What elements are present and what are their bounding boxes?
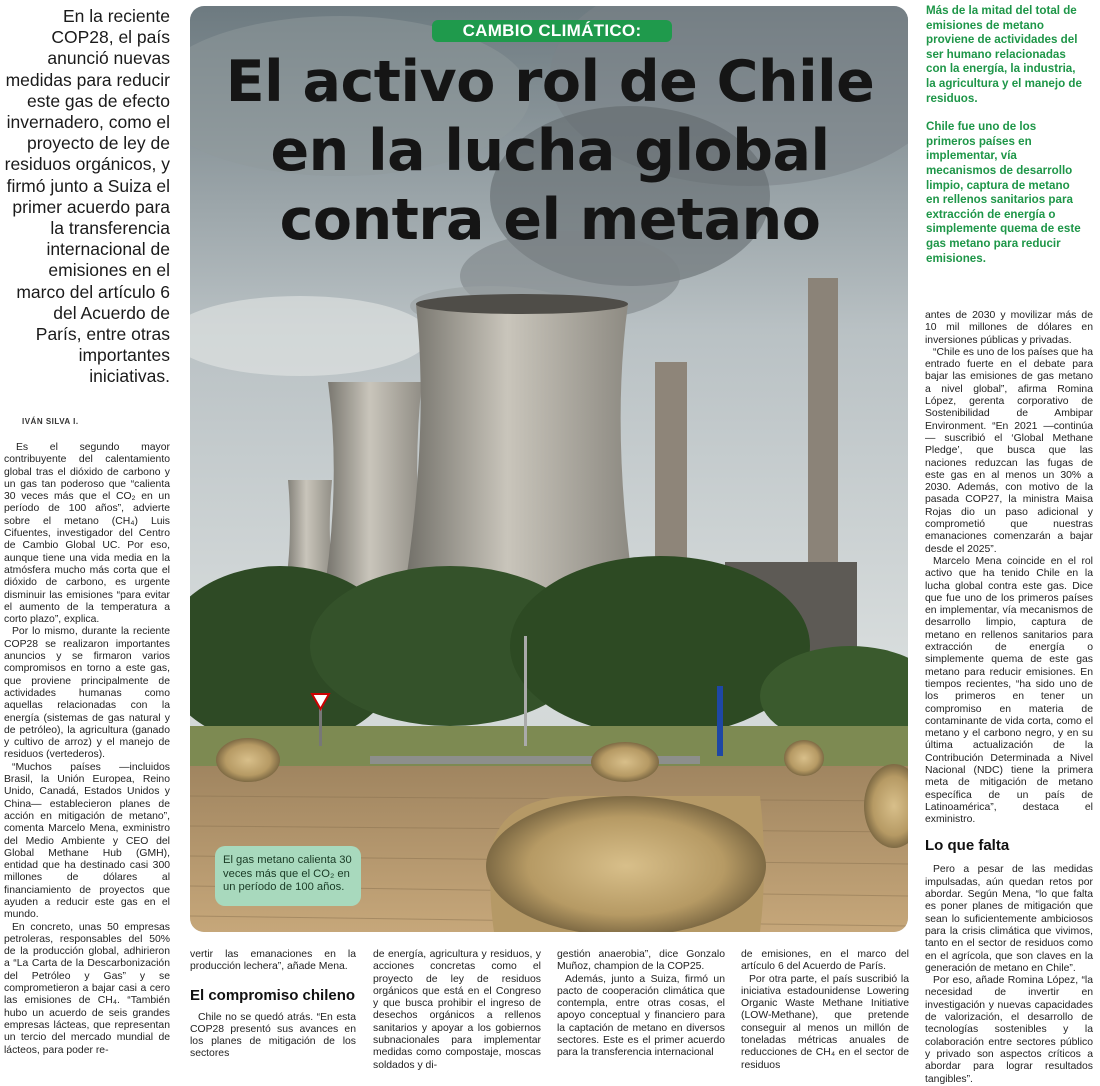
paragraph: vertir las emanaciones en la producción lechera”, añade Mena. [190, 949, 356, 973]
paragraph: Por eso, añade Romina López, “la necesidad de invertir en investigación y nuevas capacidades de valorización, el desarrollo de tecnologías sostenibles y la colaboración entre sectores público y privado son aspectos críticos a abordar para lograr resultados tangibles”. [925, 975, 1093, 1085]
highlight-1: Más de la mitad del total de emisiones de metano proviene de actividades del ser humano relacionadas con la energía, la industria, la agricultura y el manejo de residuos. [926, 4, 1082, 105]
paragraph: Pero a pesar de las medidas impulsadas, aún quedan retos por abordar. Según Mena, “lo que falta es poner planes de mitigación que sean lo suficientemente ambiciosos para la crisis climática que vivimos, tanto en el sector de residuos como en el agrícola, que son claves en la generación de metano en Chile”. [925, 864, 1093, 974]
body-column-4 [557, 949, 725, 1060]
body-column-6 [925, 310, 1093, 1086]
paragraph: gestión anaerobia”, dice Gonzalo Muñoz, champion de la COP25. [557, 949, 725, 973]
paragraph: Marcelo Mena coincide en el rol activo que ha tenido Chile en la lucha global contra este gas. Dice que fue uno de los primeros países en implementar, vía mecanismos de desarrollo limpio, captura de metano en rellenos sanitarios para extracción de energía o simplemente quema de este gas metano para reducir emisiones. En tiempos recientes, “ha sido uno de los primeros en tener un compromiso en materia de contaminante de vida corta, como el metano y el carbono negro, y en su última actualización de la Contribución Determinada a Nivel Nacional (NDC) tiene la primera meta de mitigación de metano específica de un país de Latinoamérica”, destaca el exministro. [925, 555, 1093, 826]
paragraph: Es el segundo mayor contribuyente del calentamiento global tras el dióxido de carbono y un gas tan poderoso que “calienta 30 veces más que el CO₂ en un período de 100 años”, advierte sobre el metano (CH₄) Luis Cifuentes, investigador del Centro de Cambio Global UC. Por eso, aunque tiene una vida media en la atmósfera mucho más corta que el dióxido de carbono, es urgente disminuir las emisiones “para evitar el aumento de la temperatura a corto plazo”, explica. [4, 442, 170, 626]
photo-caption: El gas metano calienta 30 veces más que el CO₂ en un período de 100 años. [215, 846, 361, 906]
subhead-text: Lo que falta [925, 837, 1010, 855]
paragraph: “Muchos países —incluidos Brasil, la Unión Europea, Reino Unido, Canadá, Estados Unidos y China— establecieron planes de acción en mitigación de metano”, comenta Marcelo Mena, exministro del Medio Ambiente y CEO del Global Methane Hub (GMH), entidad que ha destinado casi 300 millones de dólares al financiamiento de proyectos que ayuden a reducir este gas en el mundo. [4, 761, 170, 921]
paragraph: de emisiones, en el marco del artículo 6 del Acuerdo de París. [741, 949, 909, 973]
subhead-text: El compromiso chileno [190, 986, 356, 1004]
headline-line-3: contra el metano [279, 187, 821, 253]
body-column-2 [190, 949, 356, 1061]
body-column-5 [741, 949, 909, 1072]
paragraph: Además, junto a Suiza, firmó un pacto de cooperación climática que contempla, entre otras cosas, el apoyo conceptual y financiero para la captación de metano en diversos sectores. Este es el primer acuerdo para la transferencia internacional [557, 973, 725, 1059]
paragraph: “Chile es uno de los países que ha entrado fuerte en el debate para bajar las emisiones de gas metano a nivel global”, afirma Romina López, gerenta corporativo de Sostenibilidad de Ambipar Environment. “En 2021 —continúa— suscribió el ‘Global Methane Pledge’, que busca que las naciones reduzcan las fugas de este gas en al menos un 30% a 2030. Además, con motivo de la pasada COP27, la ministra Maisa Rojas dio un paso adicional y comprometió que nuestras emanaciones comenzarán a bajar desde el 2025”. [925, 346, 1094, 555]
paragraph: de energía, agricultura y residuos, y acciones concretas como el proyecto de ley de residuos orgánicos que está en el Congreso y que busca prohibir el ingreso de desechos orgánicos a rellenos sanitarios y apoyar a los gobiernos subnacionales para implementar medidas como compostaje, moscas soldados y di- [373, 949, 541, 1071]
byline: IVÁN SILVA I. [22, 417, 79, 426]
headline-line-2: en la lucha global [270, 118, 830, 184]
subhead-compromiso [190, 988, 356, 1004]
paragraph: Por otra parte, el país suscribió la iniciativa estadounidense Lowering Organic Waste Methane Initiative (LOW-Methane), que pretende conseguir al menos un millón de toneladas métricas anuales de reducciones de CH₄ en el sector de residuos [741, 973, 909, 1071]
paragraph: Por lo mismo, durante la reciente COP28 se realizaron importantes anuncios y se firmaron varios compromisos en torno a este gas, que proviene principalmente de actividades humanas como aquellas relacionadas con la energía (sistemas de gas natural y de petróleo), la agricultura (ganado y cultivo de arroz) y el manejo de residuos (vertederos). [4, 626, 170, 761]
paragraph: Chile no se quedó atrás. “En esta COP28 presentó sus avances en los planes de mitigación de los sectores [190, 1011, 356, 1060]
paragraph: En concreto, unas 50 empresas petroleras, responsables del 50% de la producción global, adhirieron a “La Carta de la Descarbonización del Petróleo y Gas” y se comprometieron a bajar casi a cero las emisiones de CH₄. “También hubo un acuerdo de seis grandes empresas lácteas, que representan un tercio del mercado mundial de lácteos, para poder re- [4, 921, 170, 1056]
article-deck: En la reciente COP28, el país anunció nuevas medidas para reducir este gas de efecto invernadero, como el proyecto de ley de residuos orgánicos, y firmó junto a Suiza el primer acuerdo para la transferencia internacional de emisiones en el marco del artículo 6 del Acuerdo de París, entre otras importantes iniciativas. [4, 6, 170, 387]
body-column-1 [4, 442, 170, 1057]
headline-line-1: El activo rol de Chile [225, 49, 875, 115]
subhead-lo-que-falta [925, 838, 1093, 854]
highlight-2: Chile fue uno de los primeros países en implementar, vía mecanismos de desarrollo limpio, captura de metano en rellenos sanitarios para extracción de energía o simplemente quema de este gas metano para reducir emisiones. [926, 120, 1081, 265]
paragraph: antes de 2030 y movilizar más de 10 mil millones de dólares en inversiones públicas y privadas. [925, 310, 1093, 346]
highlights [926, 4, 1086, 280]
body-column-3 [373, 949, 541, 1072]
section-kicker: CAMBIO CLIMÁTICO: [432, 20, 672, 42]
headline [200, 48, 900, 255]
